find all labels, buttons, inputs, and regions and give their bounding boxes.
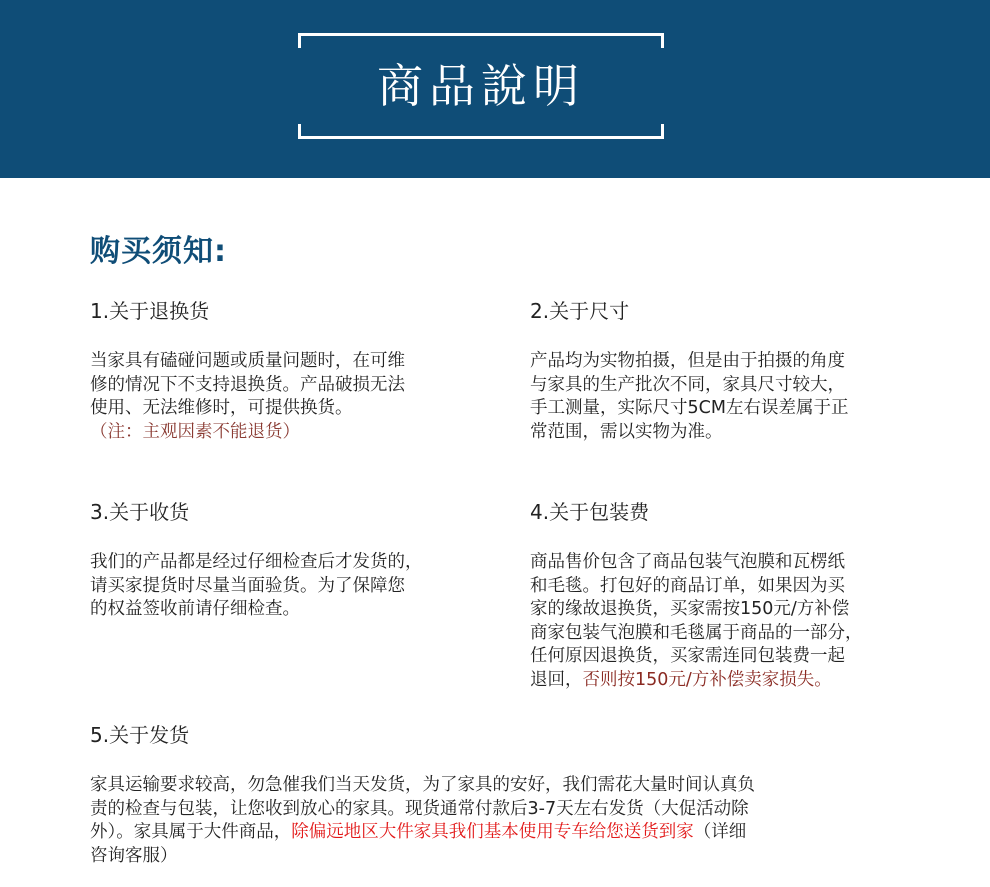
body-line: 我们的产品都是经过仔细检查后才发货的， [90, 552, 423, 572]
section-packaging [530, 499, 980, 692]
body-line: 请买家提货时尽量当面验货。为了保障您 [90, 575, 405, 596]
warning-text: 否则按150元/方补偿卖家损失。 [582, 669, 832, 690]
section-shipping [90, 722, 970, 868]
body-line: 咨询客服） [90, 845, 178, 866]
body-line: 任何原因退换货，买家需连同包装费一起 [530, 646, 845, 666]
body-text: （详细 [693, 822, 747, 842]
body-line: 常范围，需以实物为准。 [530, 421, 723, 442]
highlight-text: 除偏远地区大件家具我们基本使用专车给您送货到家 [291, 822, 694, 842]
banner-title: 商品說明 [377, 59, 585, 113]
body-line: 当家具有磕碰问题或质量问题时，在可维 [90, 351, 405, 371]
body-line: 家的缘故退换货，买家需按150元/方补偿 [530, 599, 850, 619]
section-body [530, 350, 970, 444]
section-heading: 4.关于包装费 [530, 500, 650, 524]
note-text: （注：主观因素不能退货） [90, 421, 300, 442]
section-heading: 1.关于退换货 [90, 299, 210, 323]
body-line [90, 821, 970, 845]
frame-line [298, 33, 664, 36]
body-line: 的权益签收前请仔细检查。 [90, 599, 300, 619]
body-line: 使用、无法维修时，可提供换货。 [90, 398, 353, 418]
body-line: 家具运输要求较高，勿急催我们当天发货，为了家具的安好，我们需花大量时间认真负 [90, 775, 755, 795]
section-heading: 2.关于尺寸 [530, 299, 630, 323]
body-line: 商品售价包含了商品包装气泡膜和瓦楞纸 [530, 552, 845, 572]
body-line: 和毛毯。打包好的商品订单，如果因为买 [530, 575, 845, 596]
title-frame [298, 33, 664, 139]
section-returns [90, 298, 510, 444]
section-body [90, 551, 520, 622]
section-receiving [90, 499, 520, 622]
body-line: 手工测量，实际尺寸5CM左右误差属于正 [530, 398, 849, 418]
section-body [530, 551, 980, 692]
body-text: 退回， [530, 669, 583, 690]
section-body [90, 350, 510, 444]
body-line: 责的检查与包装，让您收到放心的家具。现货通常付款后3-7天左右发货（大促活动除 [90, 798, 749, 819]
section-heading: 3.关于收货 [90, 500, 190, 524]
body-line: 修的情况下不支持退换货。产品破损无法 [90, 374, 405, 395]
body-line: 产品均为实物拍摄，但是由于拍摄的角度 [530, 351, 845, 371]
body-line [530, 669, 980, 693]
body-line: 与家具的生产批次不同，家具尺寸较大， [530, 374, 845, 395]
section-size [530, 298, 970, 444]
frame-line [298, 136, 664, 139]
notice-title: 购买须知: [90, 234, 227, 269]
header-banner [0, 0, 990, 178]
body-line: 商家包装气泡膜和毛毯属于商品的一部分， [530, 622, 863, 643]
section-heading: 5.关于发货 [90, 723, 190, 747]
section-body [90, 774, 970, 868]
body-text: 外）。家具属于大件商品， [90, 822, 292, 842]
